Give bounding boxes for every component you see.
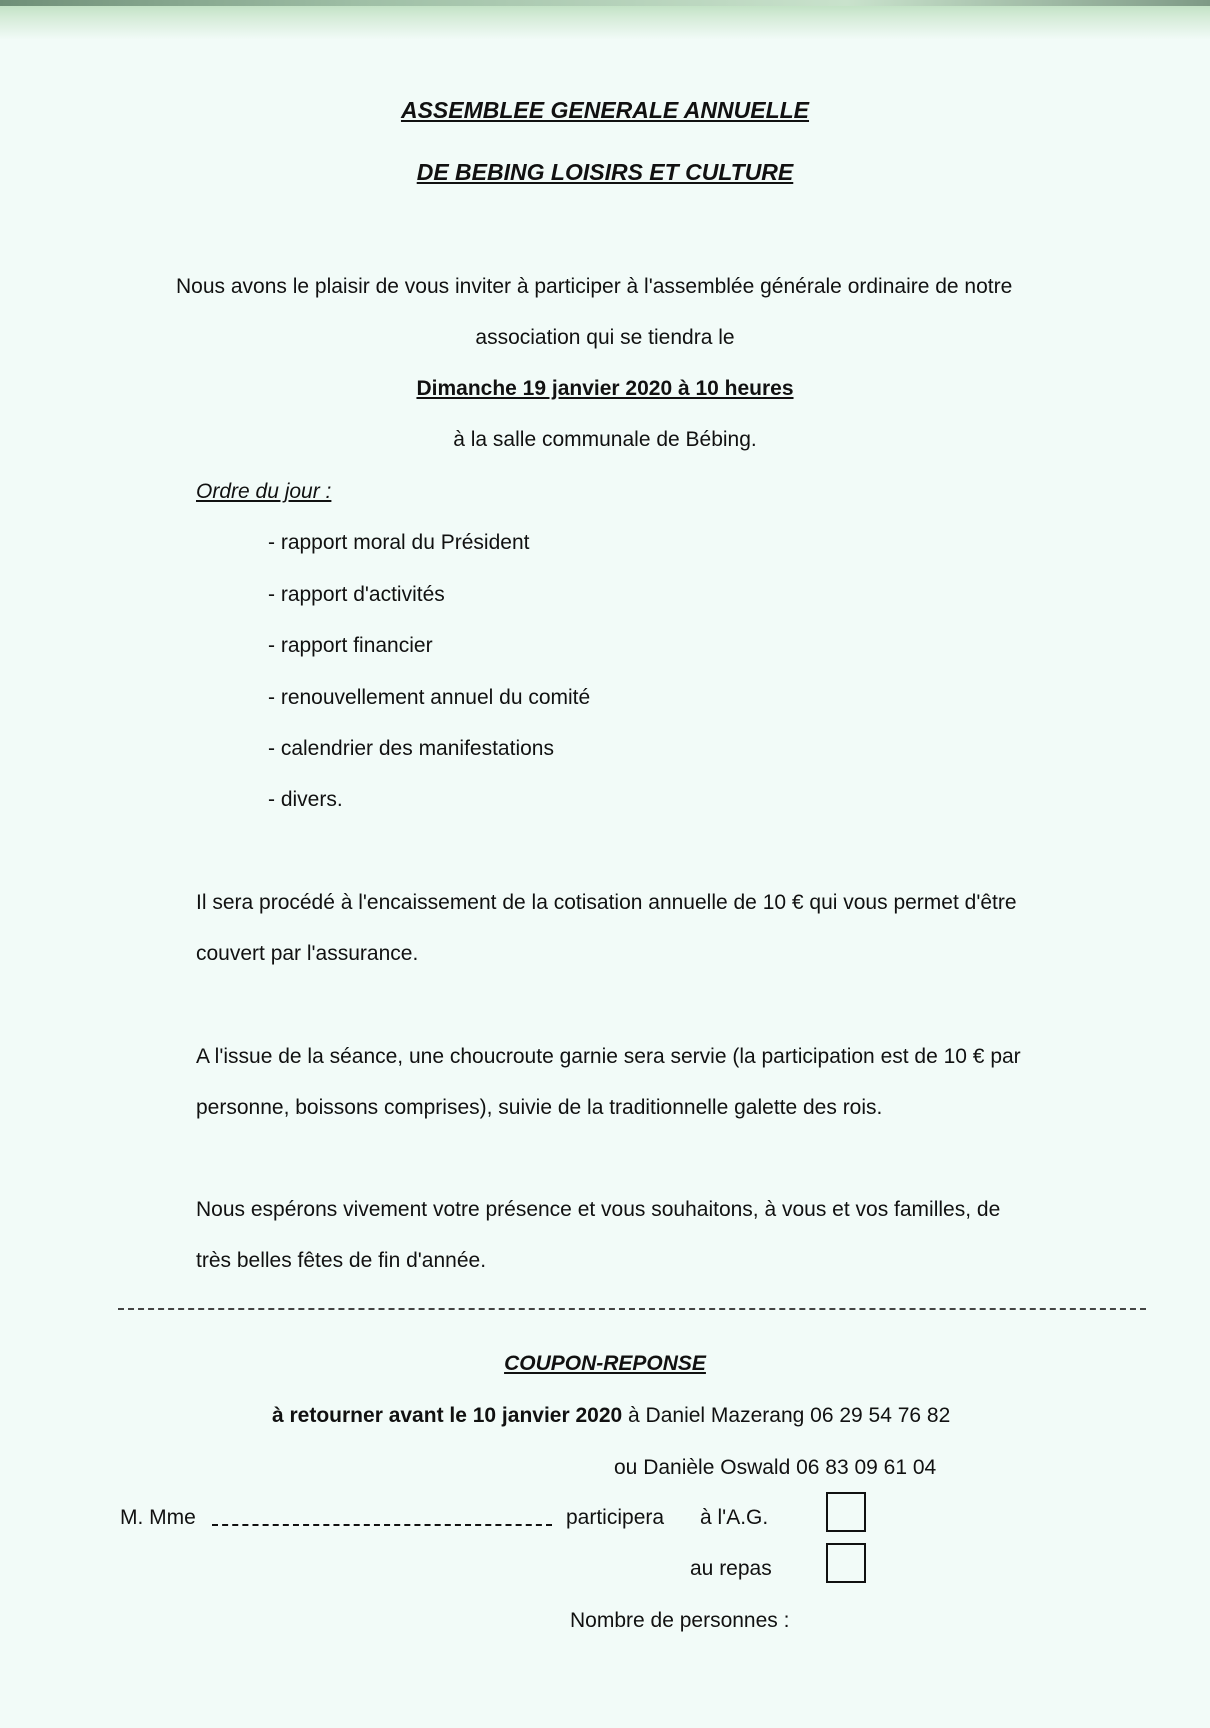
meeting-date: Dimanche 19 janvier 2020 à 10 heures [416, 377, 794, 400]
title-line-1: ASSEMBLEE GENERALE ANNUELLE [400, 97, 810, 123]
return-instructions [272, 1404, 950, 1428]
return-deadline: à retourner avant le 10 janvier 2020 [272, 1404, 623, 1427]
agenda-item: - renouvellement annuel du comité [268, 686, 591, 709]
return-contact-1: à Daniel Mazerang 06 29 54 76 82 [622, 1404, 951, 1427]
voeux-line-1: Nous espérons vivement votre présence et vous souhaitons, à vous et vos familles, de [196, 1198, 1001, 1221]
agenda-item: - rapport moral du Président [268, 531, 530, 554]
nombre-label: Nombre de personnes : [570, 1609, 790, 1632]
repas-line-2: personne, boissons comprises), suivie de la traditionnelle galette des rois. [196, 1096, 883, 1119]
return-contact-2: ou Danièle Oswald 06 83 09 61 04 [614, 1456, 937, 1479]
voeux-line-2: très belles fêtes de fin d'année. [196, 1249, 487, 1272]
meeting-place: à la salle communale de Bébing. [453, 428, 757, 451]
coupon-heading: COUPON-REPONSE [504, 1352, 706, 1375]
invitation-line-2: association qui se tiendra le [475, 326, 735, 349]
agenda-heading: Ordre du jour : [196, 480, 332, 503]
cotisation-line-1: Il sera procédé à l'encaissement de la cotisation annuelle de 10 € qui vous permet d'être [196, 891, 1017, 914]
title-line-2: DE BEBING LOISIRS ET CULTURE [416, 159, 794, 185]
page-top-edge [0, 0, 1210, 40]
repas-line-1: A l'issue de la séance, une choucroute garnie sera servie (la participation est de 10 € par [196, 1045, 1021, 1068]
agenda-item: - rapport financier [268, 634, 433, 657]
cut-line-divider [118, 1308, 1146, 1310]
agenda-item: - rapport d'activités [268, 583, 445, 606]
agenda-item: - calendrier des manifestations [268, 737, 554, 760]
cotisation-line-2: couvert par l'assurance. [196, 942, 419, 965]
name-label: M. Mme [120, 1506, 196, 1529]
invitation-line-1: Nous avons le plaisir de vous inviter à participer à l'assemblée générale ordinaire de notre [176, 275, 1013, 298]
repas-checkbox[interactable] [826, 1543, 866, 1583]
name-blank-field[interactable] [212, 1524, 552, 1526]
ag-checkbox[interactable] [826, 1492, 866, 1532]
participera-label: participera [566, 1506, 665, 1529]
repas-label: au repas [690, 1557, 772, 1580]
ag-label: à l'A.G. [700, 1506, 769, 1529]
agenda-item: - divers. [268, 788, 343, 811]
